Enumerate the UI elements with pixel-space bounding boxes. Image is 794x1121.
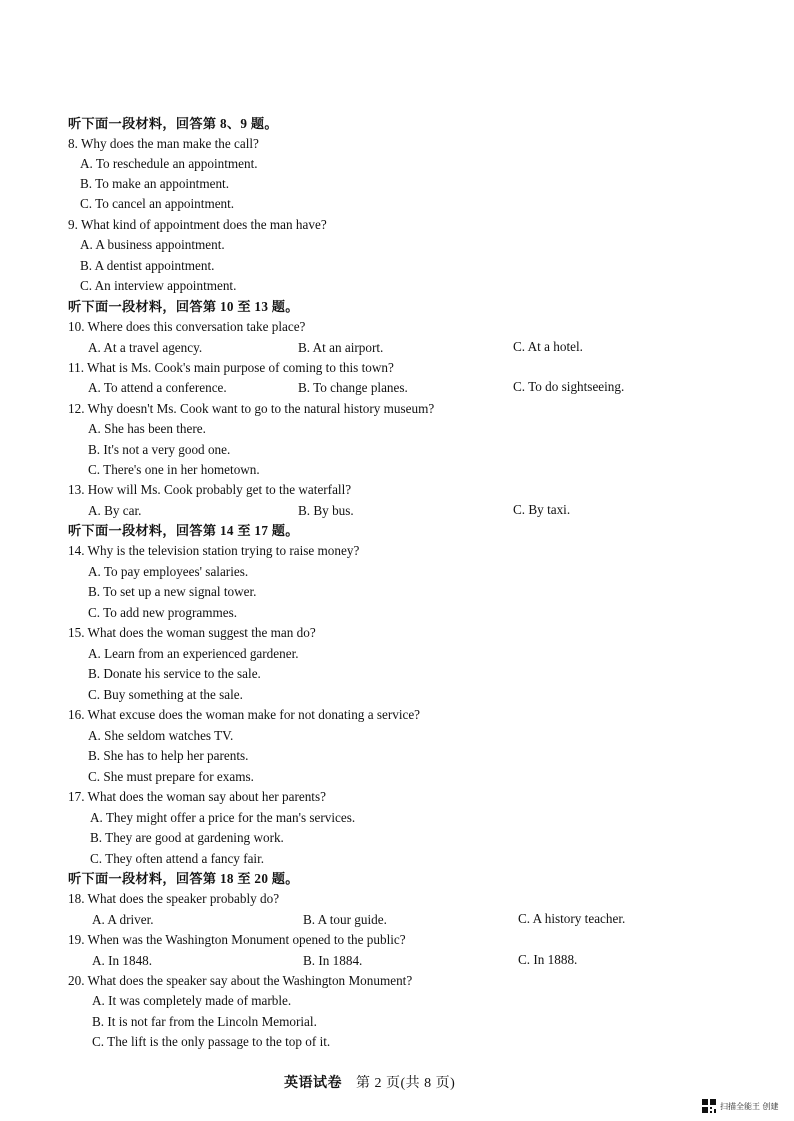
qr-code-icon [702,1099,716,1113]
question-line: B. In 1884. [303,953,363,968]
question-line: 13. How will Ms. Cook probably get to the waterfall? [68,482,352,497]
question-line: C. An interview appointment. [80,278,237,293]
question-line: B. Donate his service to the sale. [88,666,261,681]
question-line: C. They often attend a fancy fair. [90,851,265,866]
question-line: A. To pay employees' salaries. [88,564,249,579]
question-line: A. At a travel agency. [88,340,203,355]
question-line: C. In 1888. [518,952,578,967]
section-instruction: 听下面一段材料，回答第 18 至 20 题。 [68,871,299,886]
question-line: A. It was completely made of marble. [92,993,292,1008]
question-line: A. A driver. [92,912,154,927]
question-line: A. To attend a conference. [88,380,227,395]
footer-page-number: 第 2 页(共 8 页) [356,1076,456,1091]
question-line: B. To set up a new signal tower. [88,584,257,599]
question-line: 20. What does the speaker say about the Washington Monument? [68,973,413,988]
question-line: 11. What is Ms. Cook's main purpose of coming to this town? [68,360,394,375]
question-line: B. It is not far from the Lincoln Memorial. [92,1014,317,1029]
question-line: B. A dentist appointment. [80,258,215,273]
question-line: 8. Why does the man make the call? [68,136,259,151]
question-line: C. She must prepare for exams. [88,769,254,784]
page-footer [284,1072,455,1092]
question-line: A. Learn from an experienced gardener. [88,646,299,661]
question-line: 16. What excuse does the woman make for not donating a service? [68,707,421,722]
question-line: B. To make an appointment. [80,176,229,191]
question-line: B. A tour guide. [303,912,387,927]
section-instruction: 听下面一段材料，回答第 10 至 13 题。 [68,299,299,314]
question-line: 9. What kind of appointment does the man have? [68,217,327,232]
question-line: A. By car. [88,503,142,518]
scanner-stamp-text: 扫描全能王 创建 [720,1101,779,1111]
question-line: B. By bus. [298,503,354,518]
question-line: 15. What does the woman suggest the man do? [68,625,316,640]
question-line: 12. Why doesn't Ms. Cook want to go to the natural history museum? [68,401,435,416]
question-line: A. A business appointment. [80,237,225,252]
question-line: C. To cancel an appointment. [80,196,235,211]
question-line: B. They are good at gardening work. [90,830,284,845]
question-line: B. To change planes. [298,380,408,395]
question-line: 17. What does the woman say about her parents? [68,789,326,804]
question-line: A. To reschedule an appointment. [80,156,258,171]
question-line: C. To do sightseeing. [513,379,625,394]
question-line: C. The lift is the only passage to the top of it. [92,1034,331,1049]
question-line: A. She has been there. [88,421,206,436]
question-line: C. At a hotel. [513,339,583,354]
question-line: B. It's not a very good one. [88,442,231,457]
question-line: C. There's one in her hometown. [88,462,260,477]
question-line: 19. When was the Washington Monument opened to the public? [68,932,406,947]
question-line: A. She seldom watches TV. [88,728,234,743]
question-line: B. At an airport. [298,340,384,355]
question-line: A. In 1848. [92,953,153,968]
scanner-stamp [702,1099,779,1113]
question-line: C. By taxi. [513,502,571,517]
question-line: A. They might offer a price for the man's services. [90,810,356,825]
question-line: 14. Why is the television station trying to raise money? [68,543,360,558]
section-instruction: 听下面一段材料，回答第 14 至 17 题。 [68,523,299,538]
question-line: C. Buy something at the sale. [88,687,243,702]
question-line: B. She has to help her parents. [88,748,249,763]
question-line: 10. Where does this conversation take place? [68,319,306,334]
question-line: C. To add new programmes. [88,605,237,620]
section-instruction: 听下面一段材料，回答第 8、9 题。 [68,116,278,131]
question-line: 18. What does the speaker probably do? [68,891,280,906]
footer-title: 英语试卷 [284,1076,342,1091]
question-line: C. A history teacher. [518,911,626,926]
